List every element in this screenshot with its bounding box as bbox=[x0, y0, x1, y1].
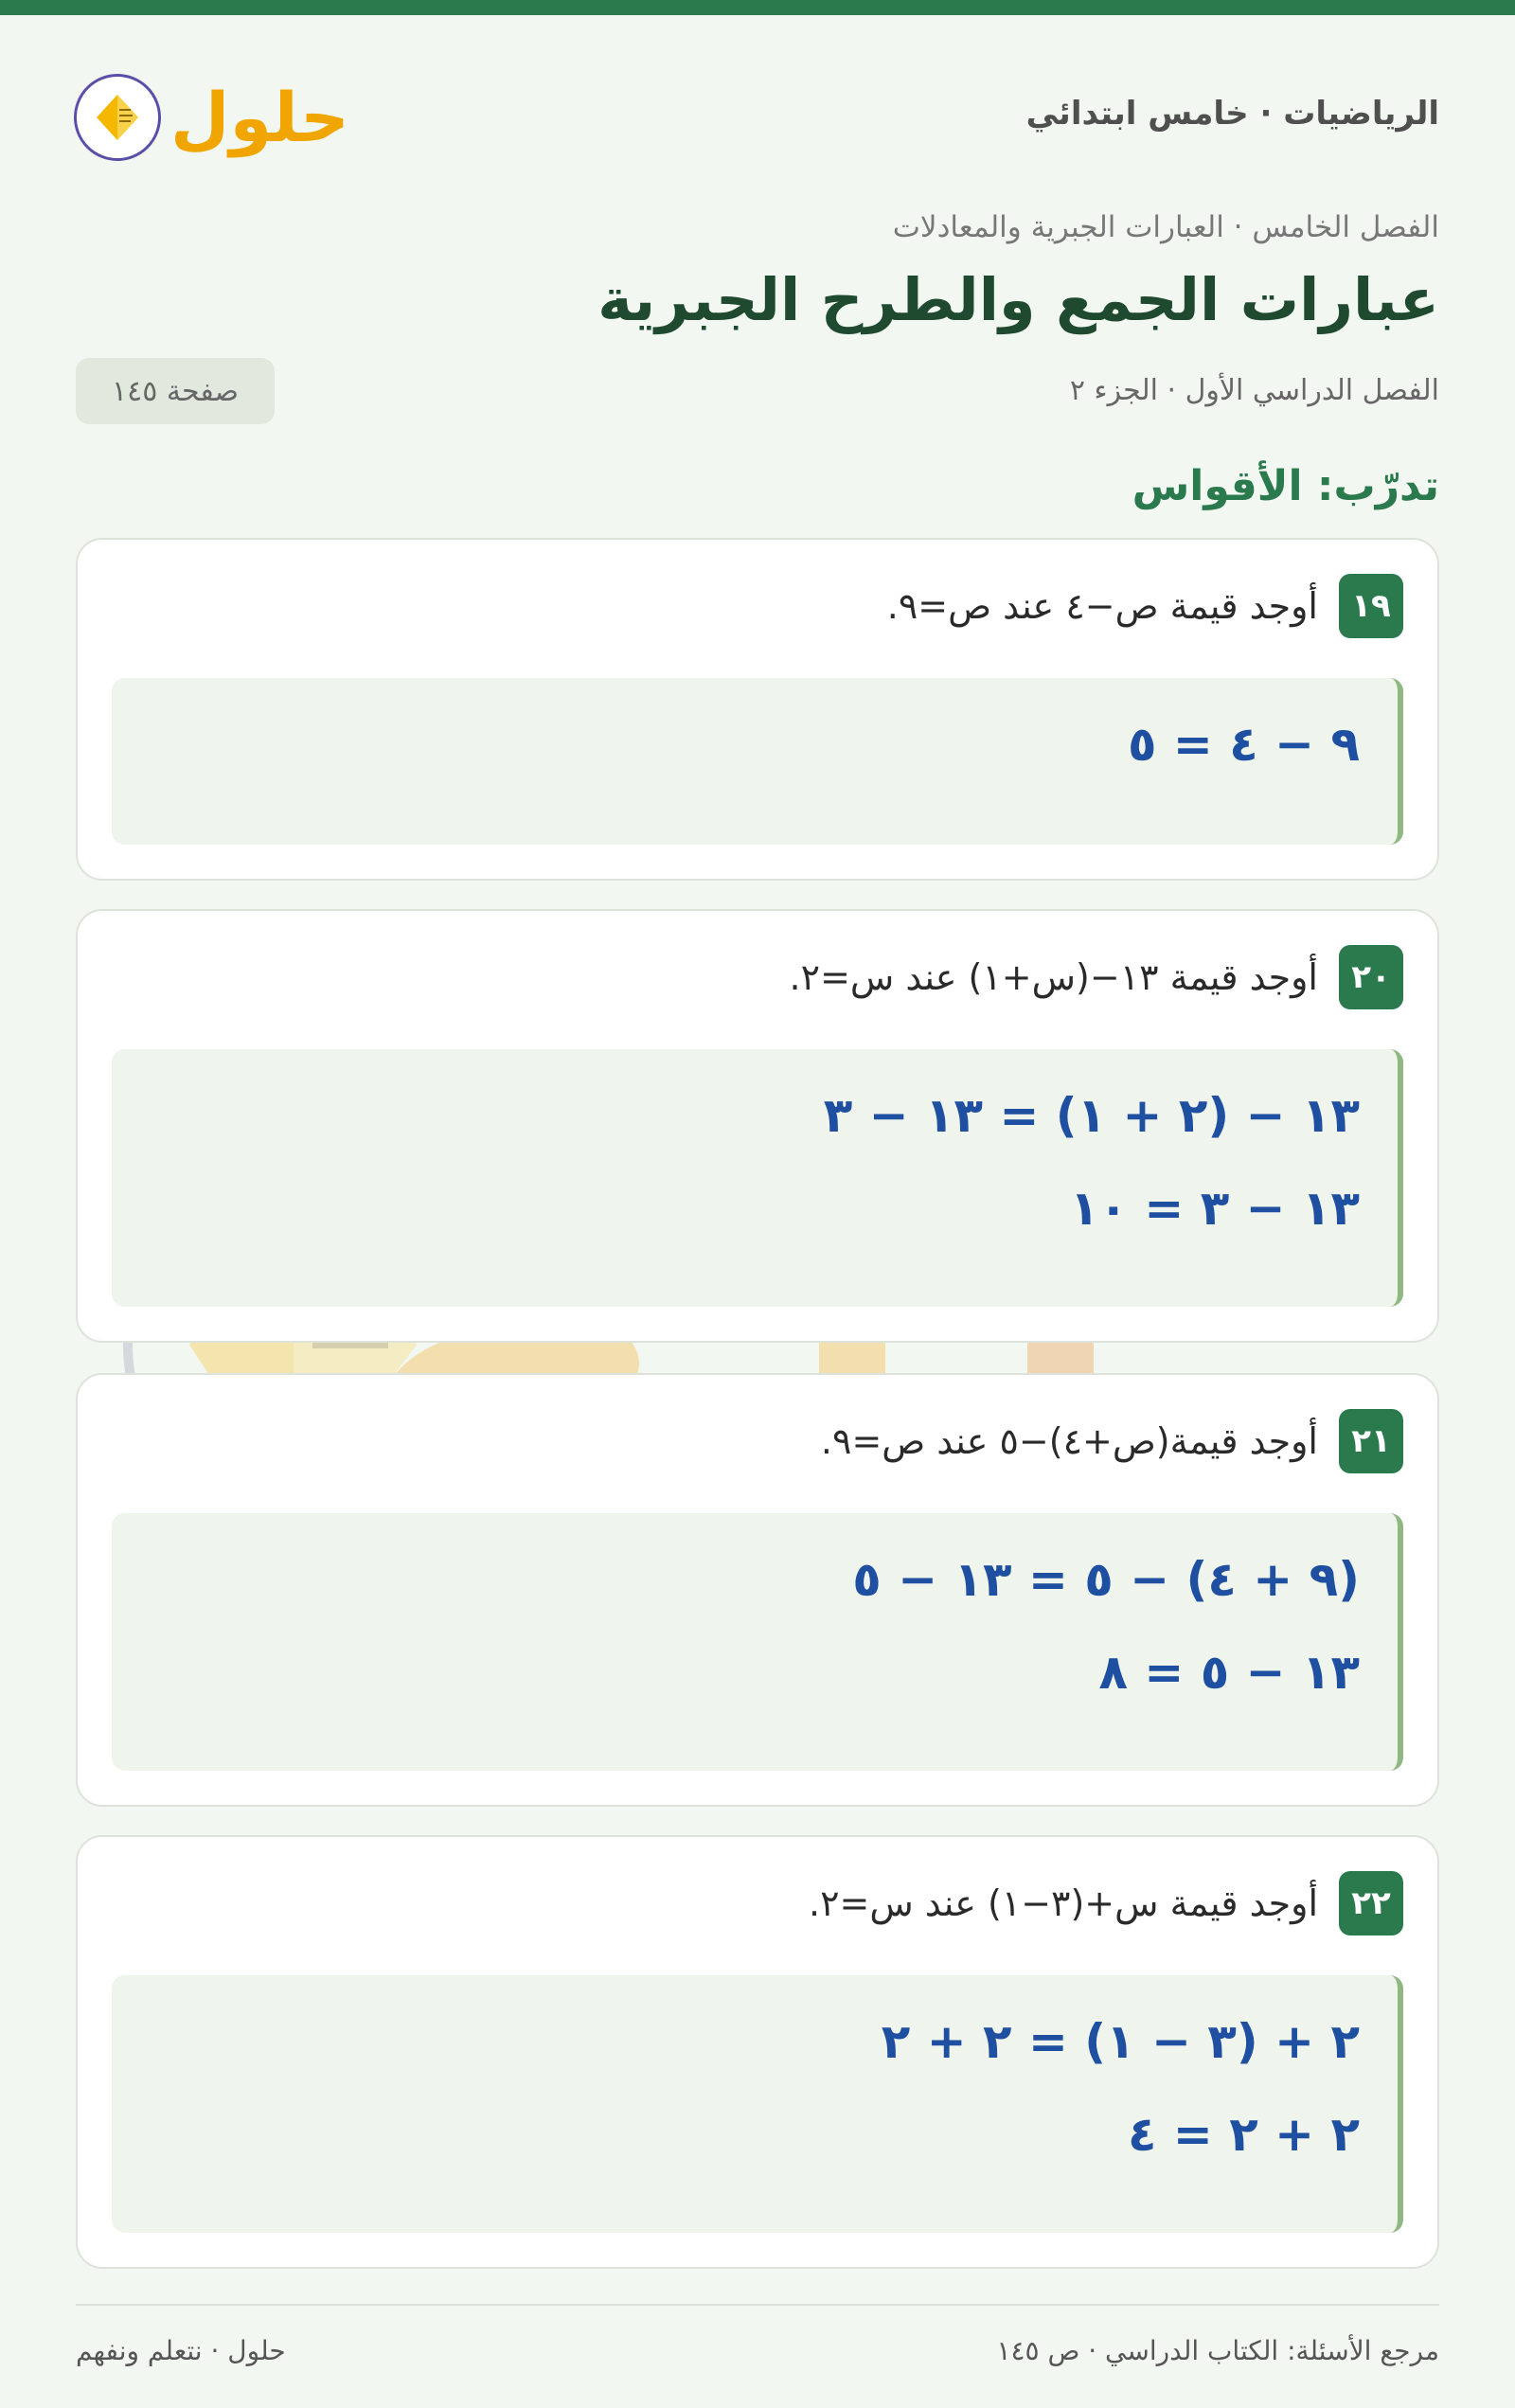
question-text: أوجد قيمة ص−٤ عند ص=٩. bbox=[886, 585, 1318, 627]
answer-box bbox=[112, 1513, 1403, 1771]
breadcrumb: الفصل الخامس · العبارات الجبرية والمعادلات bbox=[892, 210, 1439, 244]
question-card bbox=[76, 1373, 1439, 1807]
answer-box bbox=[112, 1975, 1403, 2233]
answer-box bbox=[112, 678, 1403, 845]
answer-line: ٢ + (٣ − ١) = ٢ + ٢ bbox=[881, 2014, 1360, 2069]
question-card bbox=[76, 1835, 1439, 2269]
question-number: ٢٢ bbox=[1339, 1871, 1403, 1935]
answer-line: ١٣ − ٣ = ١٠ bbox=[1069, 1181, 1360, 1236]
footer-divider bbox=[76, 2304, 1439, 2306]
question-card bbox=[76, 538, 1439, 881]
subject-grade: الرياضيات · خامس ابتدائي bbox=[1025, 95, 1439, 133]
answer-line: (٩ + ٤) − ٥ = ١٣ − ٥ bbox=[852, 1552, 1360, 1607]
answer-box bbox=[112, 1049, 1403, 1307]
book-icon bbox=[74, 74, 161, 161]
answer-line: ١٣ − (٢ + ١) = ١٣ − ٣ bbox=[823, 1088, 1360, 1143]
answer-line: ٢ + ٢ = ٤ bbox=[1127, 2107, 1360, 2162]
answer-line: ١٣ − ٥ = ٨ bbox=[1098, 1645, 1360, 1700]
page-number-badge: صفحة ١٤٥ bbox=[76, 358, 275, 424]
question-text: أوجد قيمة(ص+٤)−٥ عند ص=٩. bbox=[820, 1420, 1318, 1462]
question-number: ١٩ bbox=[1339, 574, 1403, 638]
brand-name: حلول bbox=[170, 78, 349, 157]
answer-line: ٩ − ٤ = ٥ bbox=[1127, 717, 1360, 772]
question-text: أوجد قيمة ١٣−(س+١) عند س=٢. bbox=[789, 956, 1318, 998]
footer-source: مرجع الأسئلة: الكتاب الدراسي · ص ١٤٥ bbox=[996, 2335, 1439, 2366]
brand-logo[interactable] bbox=[74, 61, 358, 174]
page-title: عبارات الجمع والطرح الجبرية bbox=[597, 265, 1439, 334]
question-text: أوجد قيمة س+(٣−١) عند س=٢. bbox=[808, 1882, 1318, 1924]
question-card bbox=[76, 909, 1439, 1343]
top-accent-bar bbox=[0, 0, 1515, 15]
question-number: ٢٠ bbox=[1339, 945, 1403, 1009]
term-info: الفصل الدراسي الأول · الجزء ٢ bbox=[1069, 374, 1439, 407]
footer-tagline: حلول · نتعلم ونفهم bbox=[76, 2335, 286, 2366]
question-number: ٢١ bbox=[1339, 1409, 1403, 1473]
section-title: تدرّب: الأقواس bbox=[1132, 462, 1439, 510]
